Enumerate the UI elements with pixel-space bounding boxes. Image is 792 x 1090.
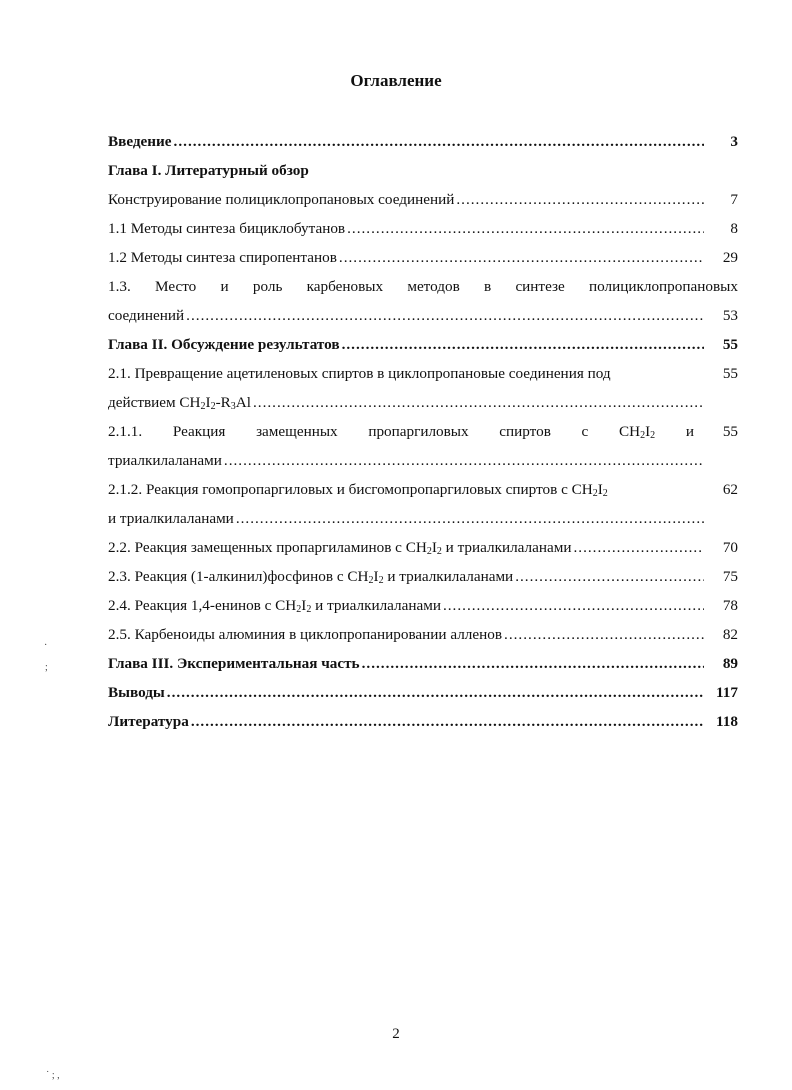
toc-entry-chapter-1[interactable]: Глава I. Литературный обзор — [108, 162, 309, 179]
toc-entry-2-2[interactable]: 2.2. Реакция замещенных пропаргиламинов с $CH_2I_2$ и триалкилаланами ..... 70 — [108, 533, 738, 562]
formula-text: 2.3. Реакция (1-алкинил)фосфинов с $CH_2I_2$ и триалкилаланами — [108, 568, 514, 586]
word: в — [484, 278, 492, 295]
toc-entry-2-4[interactable]: 2.4. Реакция 1,4-енинов с $CH_2I_2$ и триалкилаланами ..... 78 — [108, 591, 738, 620]
toc-title: Оглавление — [350, 71, 442, 90]
toc-entry-chapter-2[interactable]: Глава II. Обсуждение результатов ..... 55 — [108, 330, 738, 359]
toc-entry-2-1-2-line-2[interactable]: и триалкилаланами ..... — [108, 504, 738, 533]
toc-entry-2-3[interactable]: 2.3. Реакция (1-алкинил)фосфинов с $CH_2I_2$ и триалкилаланами ..... 75 — [108, 562, 738, 591]
scan-mark: ; — [45, 662, 48, 673]
scan-mark: ˙ ; , — [46, 1070, 60, 1081]
toc-entry-introduction[interactable]: Введение ..... 3 — [108, 127, 738, 156]
toc-entry-2-1-line-1[interactable]: 2.1. Превращение ацетиленовых спиртов в циклопропановые соединения под 55 — [108, 365, 738, 382]
toc-entry-1-1[interactable]: 1.1 Методы синтеза бициклобутанов ..... 8 — [108, 214, 738, 243]
toc-entry-1-2[interactable]: 1.2 Методы синтеза спиропентанов ..... 29 — [108, 243, 738, 272]
toc-entry-2-1-1-line-1[interactable]: 2.1.1. Реакция замещенных пропаргиловых спиртов с $CH_2I_2$ и 55 — [108, 423, 738, 441]
word: полициклопропановых — [589, 278, 738, 295]
formula-text: 2.2. Реакция замещенных пропаргиламинов с $CH_2I_2$ и триалкилаланами — [108, 539, 572, 557]
formula-text: действием $CH_2I_2-R_3Al$ — [108, 394, 251, 412]
toc-entry-polycyclopropane-construction[interactable]: Конструирование полициклопропановых соединений ..... 7 — [108, 185, 738, 214]
word: методов — [407, 278, 460, 295]
word: и — [220, 278, 229, 295]
justified-text — [108, 272, 738, 301]
toc-entry-2-5[interactable]: 2.5. Карбеноиды алюминия в циклопропанировании алленов ..... 82 — [108, 620, 738, 649]
page-number: 2 — [392, 1026, 400, 1042]
toc-entry-conclusions[interactable]: Выводы ..... 117 — [108, 678, 738, 707]
word: синтезе — [515, 278, 565, 295]
word: карбеновых — [306, 278, 384, 295]
toc-entry-1-3-line-2[interactable]: соединений ..... 53 — [108, 301, 738, 330]
toc-entry-chapter-3[interactable]: Глава III. Экспериментальная часть ..... 89 — [108, 649, 738, 678]
word: Место — [155, 278, 197, 295]
word: 1.3. — [108, 278, 131, 295]
formula-text: 2.1.2. Реакция гомопропаргиловых и бисгомопропаргиловых спиртов с $CH_2I_2$ — [108, 481, 608, 499]
toc-entry-2-1-2-line-1[interactable]: 2.1.2. Реакция гомопропаргиловых и бисгомопропаргиловых спиртов с $CH_2I_2$ 62 — [108, 475, 738, 504]
toc-entry-1-3-line-1[interactable] — [108, 272, 738, 301]
toc-entry-references[interactable]: Литература ..... 118 — [108, 707, 738, 736]
scan-mark: · — [44, 640, 48, 651]
toc-entry-2-1-1-line-2[interactable]: триалкилаланами ..... — [108, 446, 738, 475]
toc-entry-2-1-line-2[interactable] — [108, 388, 738, 417]
word: роль — [252, 278, 283, 295]
formula-text: 2.4. Реакция 1,4-енинов с $CH_2I_2$ и триалкилаланами — [108, 597, 441, 615]
